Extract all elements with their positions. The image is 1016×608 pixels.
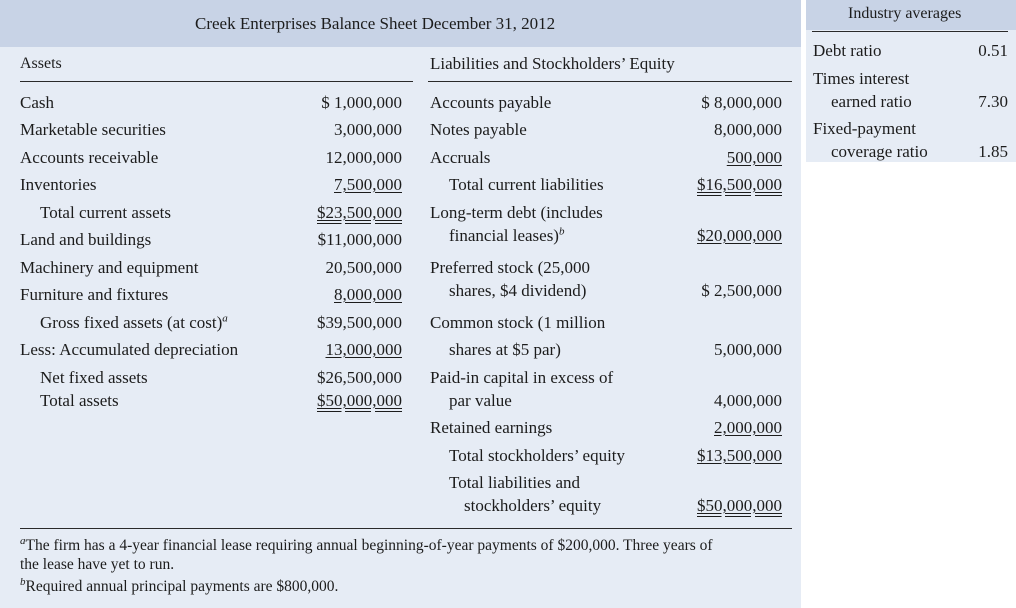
liability-value: $13,500,000 [697,446,782,465]
liability-label-line2: stockholders’ equity [464,496,602,515]
liability-value: $50,000,000 [697,496,782,515]
footnote-a-mark: a [20,534,26,547]
asset-value: $ 1,000,000 [321,93,402,112]
asset-label: Total assets [40,391,119,410]
liability-label: Retained earnings [430,418,553,437]
liability-label: Common stock (1 million [430,313,606,332]
footnote-b-text: Required annual principal payments are $800,000. [25,578,339,595]
liability-label: Total current liabilities [449,175,604,194]
liability-label: Total stockholders’ equity [449,446,626,465]
asset-value: 13,000,000 [325,340,402,359]
footnote-a-text: The firm has a 4-year financial lease requiring annual beginning-of-year payments of $200,000. Three years of [25,537,713,554]
liabilities-header-rule [428,81,792,82]
asset-label: Cash [20,93,54,112]
assets-header-rule [20,81,413,82]
liabilities-header: Liabilities and Stockholders’ Equity [430,54,675,73]
asset-value: $50,000,000 [317,391,402,410]
liability-label-line2: shares, $4 dividend) [449,281,587,300]
footnote-mark-a: a [222,312,228,325]
asset-label: Less: Accumulated depreciation [20,340,239,359]
footnote-a [20,536,713,555]
asset-value: $39,500,000 [317,313,402,332]
liability-label-line2: par value [449,391,512,410]
asset-label-gross-fixed [40,313,228,333]
footnote-b [20,577,338,596]
asset-label: Machinery and equipment [20,258,199,277]
asset-value: $11,000,000 [317,230,402,249]
liability-label: Total liabilities and [449,473,581,492]
footnote-a-cont: the lease have yet to run. [20,556,175,573]
asset-value: 8,000,000 [334,285,402,304]
asset-value: 3,000,000 [334,120,402,139]
assets-header: Assets [20,55,62,72]
asset-label: Furniture and fixtures [20,285,169,304]
asset-value: $23,500,000 [317,203,402,222]
liability-label-line2: shares at $5 par) [449,340,561,359]
balance-sheet-title: Creek Enterprises Balance Sheet December 31, 2012 [195,14,556,33]
industry-value: 1.85 [978,142,1008,161]
asset-label: Marketable securities [20,120,166,139]
footnote-mark-b: b [558,225,565,238]
liability-label: Preferred stock (25,000 [430,258,591,277]
industry-title-rule [812,31,1008,32]
asset-value: $26,500,000 [317,368,402,387]
industry-label-line2: earned ratio [831,92,912,111]
liability-label: Notes payable [430,120,527,139]
asset-label: Net fixed assets [40,368,148,387]
liability-value: 4,000,000 [714,391,782,410]
liability-value: 5,000,000 [714,340,782,359]
asset-label: Accounts receivable [20,148,159,167]
footnote-rule [20,528,792,529]
industry-label-line2: coverage ratio [831,142,928,161]
liability-label: Accruals [430,148,491,167]
liability-value: 8,000,000 [714,120,782,139]
asset-value: 12,000,000 [325,148,402,167]
liability-value: $16,500,000 [697,175,782,194]
industry-label: Debt ratio [813,41,882,60]
asset-value: 20,500,000 [325,258,402,277]
asset-label: Inventories [20,175,97,194]
liability-label: Long-term debt (includes [430,203,603,222]
liability-label-cont [449,226,564,246]
liability-label: Paid-in capital in excess of [430,368,614,387]
asset-label: Land and buildings [20,230,152,249]
liability-value: 2,000,000 [714,418,782,437]
asset-value: 7,500,000 [334,175,402,194]
liability-label: Accounts payable [430,93,552,112]
liability-value: 500,000 [726,148,782,167]
liability-label-line2: financial leases) [449,226,559,245]
liability-value: $ 8,000,000 [701,93,782,112]
liability-value: $ 2,500,000 [701,281,782,300]
footnote-b-mark: b [20,575,26,588]
industry-label: Fixed-payment [813,119,916,138]
industry-value: 0.51 [978,41,1008,60]
industry-value: 7.30 [978,92,1008,111]
asset-label: Gross fixed assets (at cost) [40,313,223,332]
industry-title: Industry averages [848,5,962,22]
industry-label: Times interest [813,69,910,88]
liability-value: $20,000,000 [697,226,782,245]
asset-label: Total current assets [40,203,171,222]
